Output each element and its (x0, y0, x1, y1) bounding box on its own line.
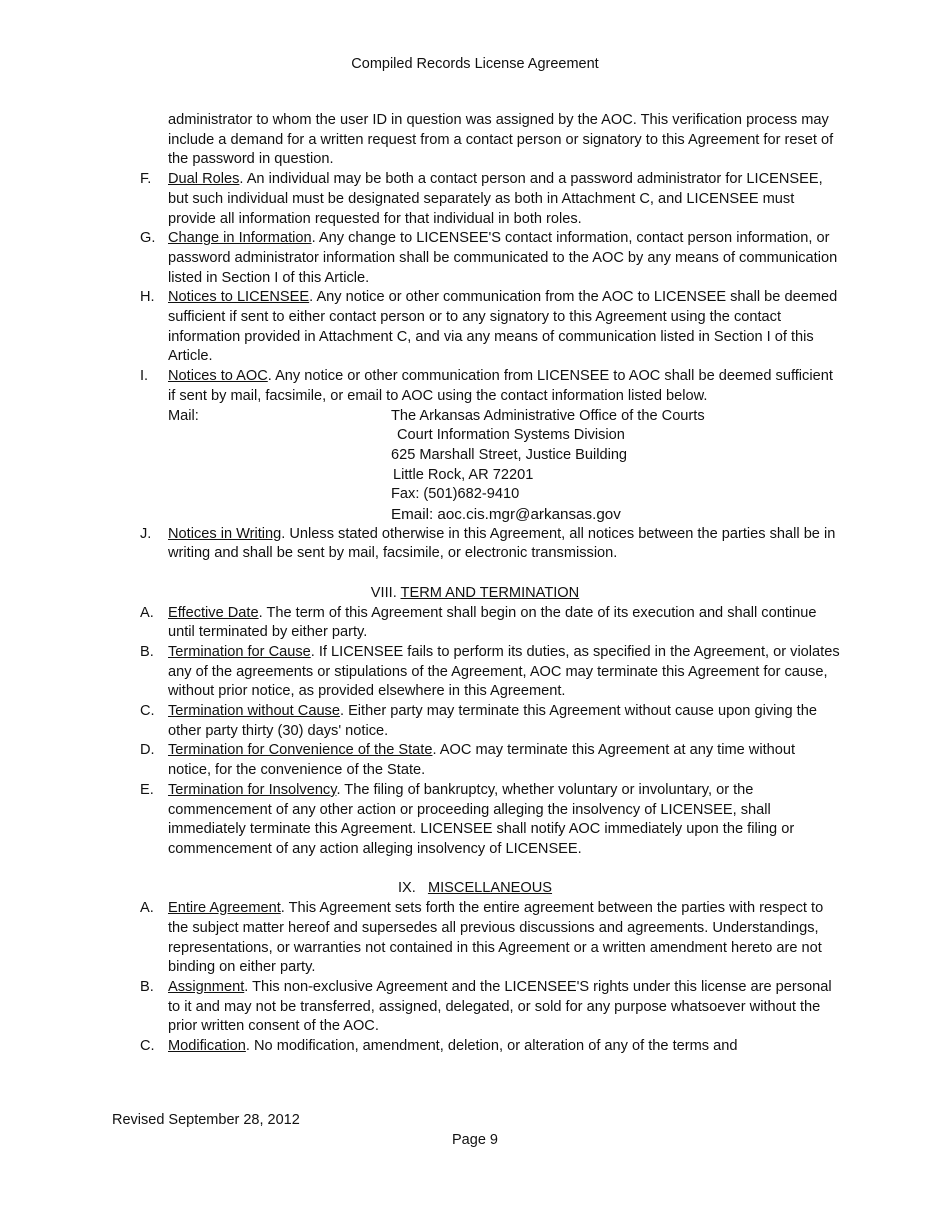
item-text: . The term of this Agreement shall begin on the date of its execution and shall continue until terminated by either party. (168, 604, 817, 641)
item-text: . Unless stated otherwise in this Agreement, all notices between the parties shall be in writing and shall be sent by mail, facsimile, or electronic transmission. (168, 525, 836, 562)
item-title: Modification (168, 1038, 246, 1055)
mail-line: Court Information Systems Division (397, 427, 625, 444)
mail-label: Mail: (168, 407, 199, 424)
item-i (0, 367, 950, 406)
item-g (0, 229, 950, 288)
continuation-paragraph: administrator to whom the user ID in question was assigned by the AOC. This verification process may include a demand for a written request from a contact person or signatory to this Agreement for reset of the password in question. (168, 112, 834, 168)
item-title: Entire Agreement (168, 900, 281, 917)
item-letter: E. (140, 781, 154, 798)
item-text: . No modification, amendment, deletion, or alteration of any of the terms and (245, 1038, 738, 1055)
item-letter: C. (140, 703, 155, 720)
item-viii-a (0, 604, 950, 643)
item-title: Termination without Cause (168, 703, 340, 720)
mail-line: 625 Marshall Street, Justice Building (391, 446, 628, 463)
item-ix-a (0, 899, 950, 978)
page-header: Compiled Records License Agreement (351, 56, 599, 72)
item-letter: G. (140, 230, 156, 247)
item-text: . The filing of bankruptcy, whether voluntary or involuntary, or the commencement of any other action or proceeding alleging the insolvency of LICENSEE, shall immediately terminate this Agreement. LICENSEE shall notify AOC immediately upon the filing or commencement of any action alleging insolvency of LICENSEE. (168, 781, 795, 857)
item-letter: I. (140, 368, 149, 385)
revised-date: Revised September 28, 2012 (112, 1112, 300, 1128)
section-title: TERM AND TERMINATION (400, 584, 580, 601)
item-title: Change in Information (168, 230, 312, 247)
item-letter: B. (140, 978, 154, 995)
item-text: . AOC may terminate this Agreement at any time without notice, for the convenience of the State. (168, 742, 796, 779)
item-text: . Any notice or other communication from LICENSEE to AOC shall be deemed sufficient if sent by mail, facsimile, or email to AOC using the contact information listed below. (168, 368, 833, 404)
item-letter: B. (140, 643, 154, 660)
item-f (0, 170, 950, 229)
page-number: Page 9 (452, 1132, 498, 1148)
item-text: . Either party may terminate this Agreement without cause upon giving the other party thirty (30) days' notice. (168, 703, 817, 739)
item-viii-b (0, 643, 950, 702)
item-j (0, 525, 950, 564)
mail-line: Little Rock, AR 72201 (393, 466, 534, 483)
item-viii-c (0, 702, 950, 741)
item-title: Dual Roles (168, 171, 240, 188)
document-body (0, 111, 950, 1057)
item-letter: J. (140, 525, 152, 542)
item-text: . An individual may be both a contact person and a password administrator for LICENSEE, but such individual must be designated separately as both in Attachment C, and LICENSEE must provide all information requested for that individual in both roles. (168, 171, 823, 227)
section-number: VIII. (370, 584, 397, 601)
item-h (0, 288, 950, 367)
item-ix-b (0, 978, 950, 1037)
mail-line: Fax: (501)682-9410 (391, 486, 520, 503)
section-heading-viii (0, 584, 950, 604)
item-title: Notices in Writing (168, 525, 282, 542)
item-title: Notices to AOC (168, 368, 268, 385)
item-title: Effective Date (168, 604, 259, 621)
item-title: Assignment (168, 978, 245, 995)
item-text: . This non-exclusive Agreement and the LICENSEE'S rights under this license are personal to it and may not be transferred, assigned, delegated, or sold for any purpose whatsoever without the prior written consent of the AOC. (168, 978, 832, 1035)
mail-email: Email: aoc.cis.mgr@arkansas.gov (391, 506, 621, 524)
item-title: Termination for Insolvency (168, 781, 337, 798)
item-letter: A. (140, 604, 154, 621)
item-letter: D. (140, 742, 155, 759)
item-viii-e (0, 781, 950, 860)
item-letter: F. (140, 171, 152, 188)
item-viii-d (0, 741, 950, 780)
mail-line: The Arkansas Administrative Office of the Courts (391, 407, 705, 424)
item-letter: H. (140, 289, 155, 306)
section-title: MISCELLANEOUS (427, 880, 553, 897)
item-text: . This Agreement sets forth the entire agreement between the parties with respect to the subject matter hereof and supersedes all previous discussions and agreements. Understandings, representations, or warranties not contained in this Agreement or a written amendment hereto are not binding on either party. (168, 900, 824, 976)
item-title: Termination for Convenience of the State (168, 742, 433, 759)
item-letter: A. (140, 900, 154, 917)
item-letter: C. (140, 1038, 155, 1055)
mail-address-block (0, 407, 950, 525)
item-text: . Any change to LICENSEE'S contact information, contact person information, or password administrator information shall be communicated to the AOC by any means of communication listed in Section I of this Article. (168, 230, 838, 286)
section-heading-ix (0, 879, 950, 899)
item-text: . Any notice or other communication from the AOC to LICENSEE shall be deemed sufficient if sent to either contact person or to any signatory to this Agreement using the contact information provided in Attachment C, and via any means of communication listed in Section I of this Article. (168, 289, 838, 365)
item-title: Notices to LICENSEE (168, 289, 310, 306)
section-number: IX. (397, 880, 416, 897)
item-text: . If LICENSEE fails to perform its duties, as specified in the Agreement, or violates any of the agreements or stipulations of the Agreement, AOC may terminate this Agreement for cause, without prior notice, as provided elsewhere in this Agreement. (168, 643, 840, 700)
item-title: Termination for Cause (168, 643, 311, 660)
item-ix-c (0, 1037, 950, 1057)
